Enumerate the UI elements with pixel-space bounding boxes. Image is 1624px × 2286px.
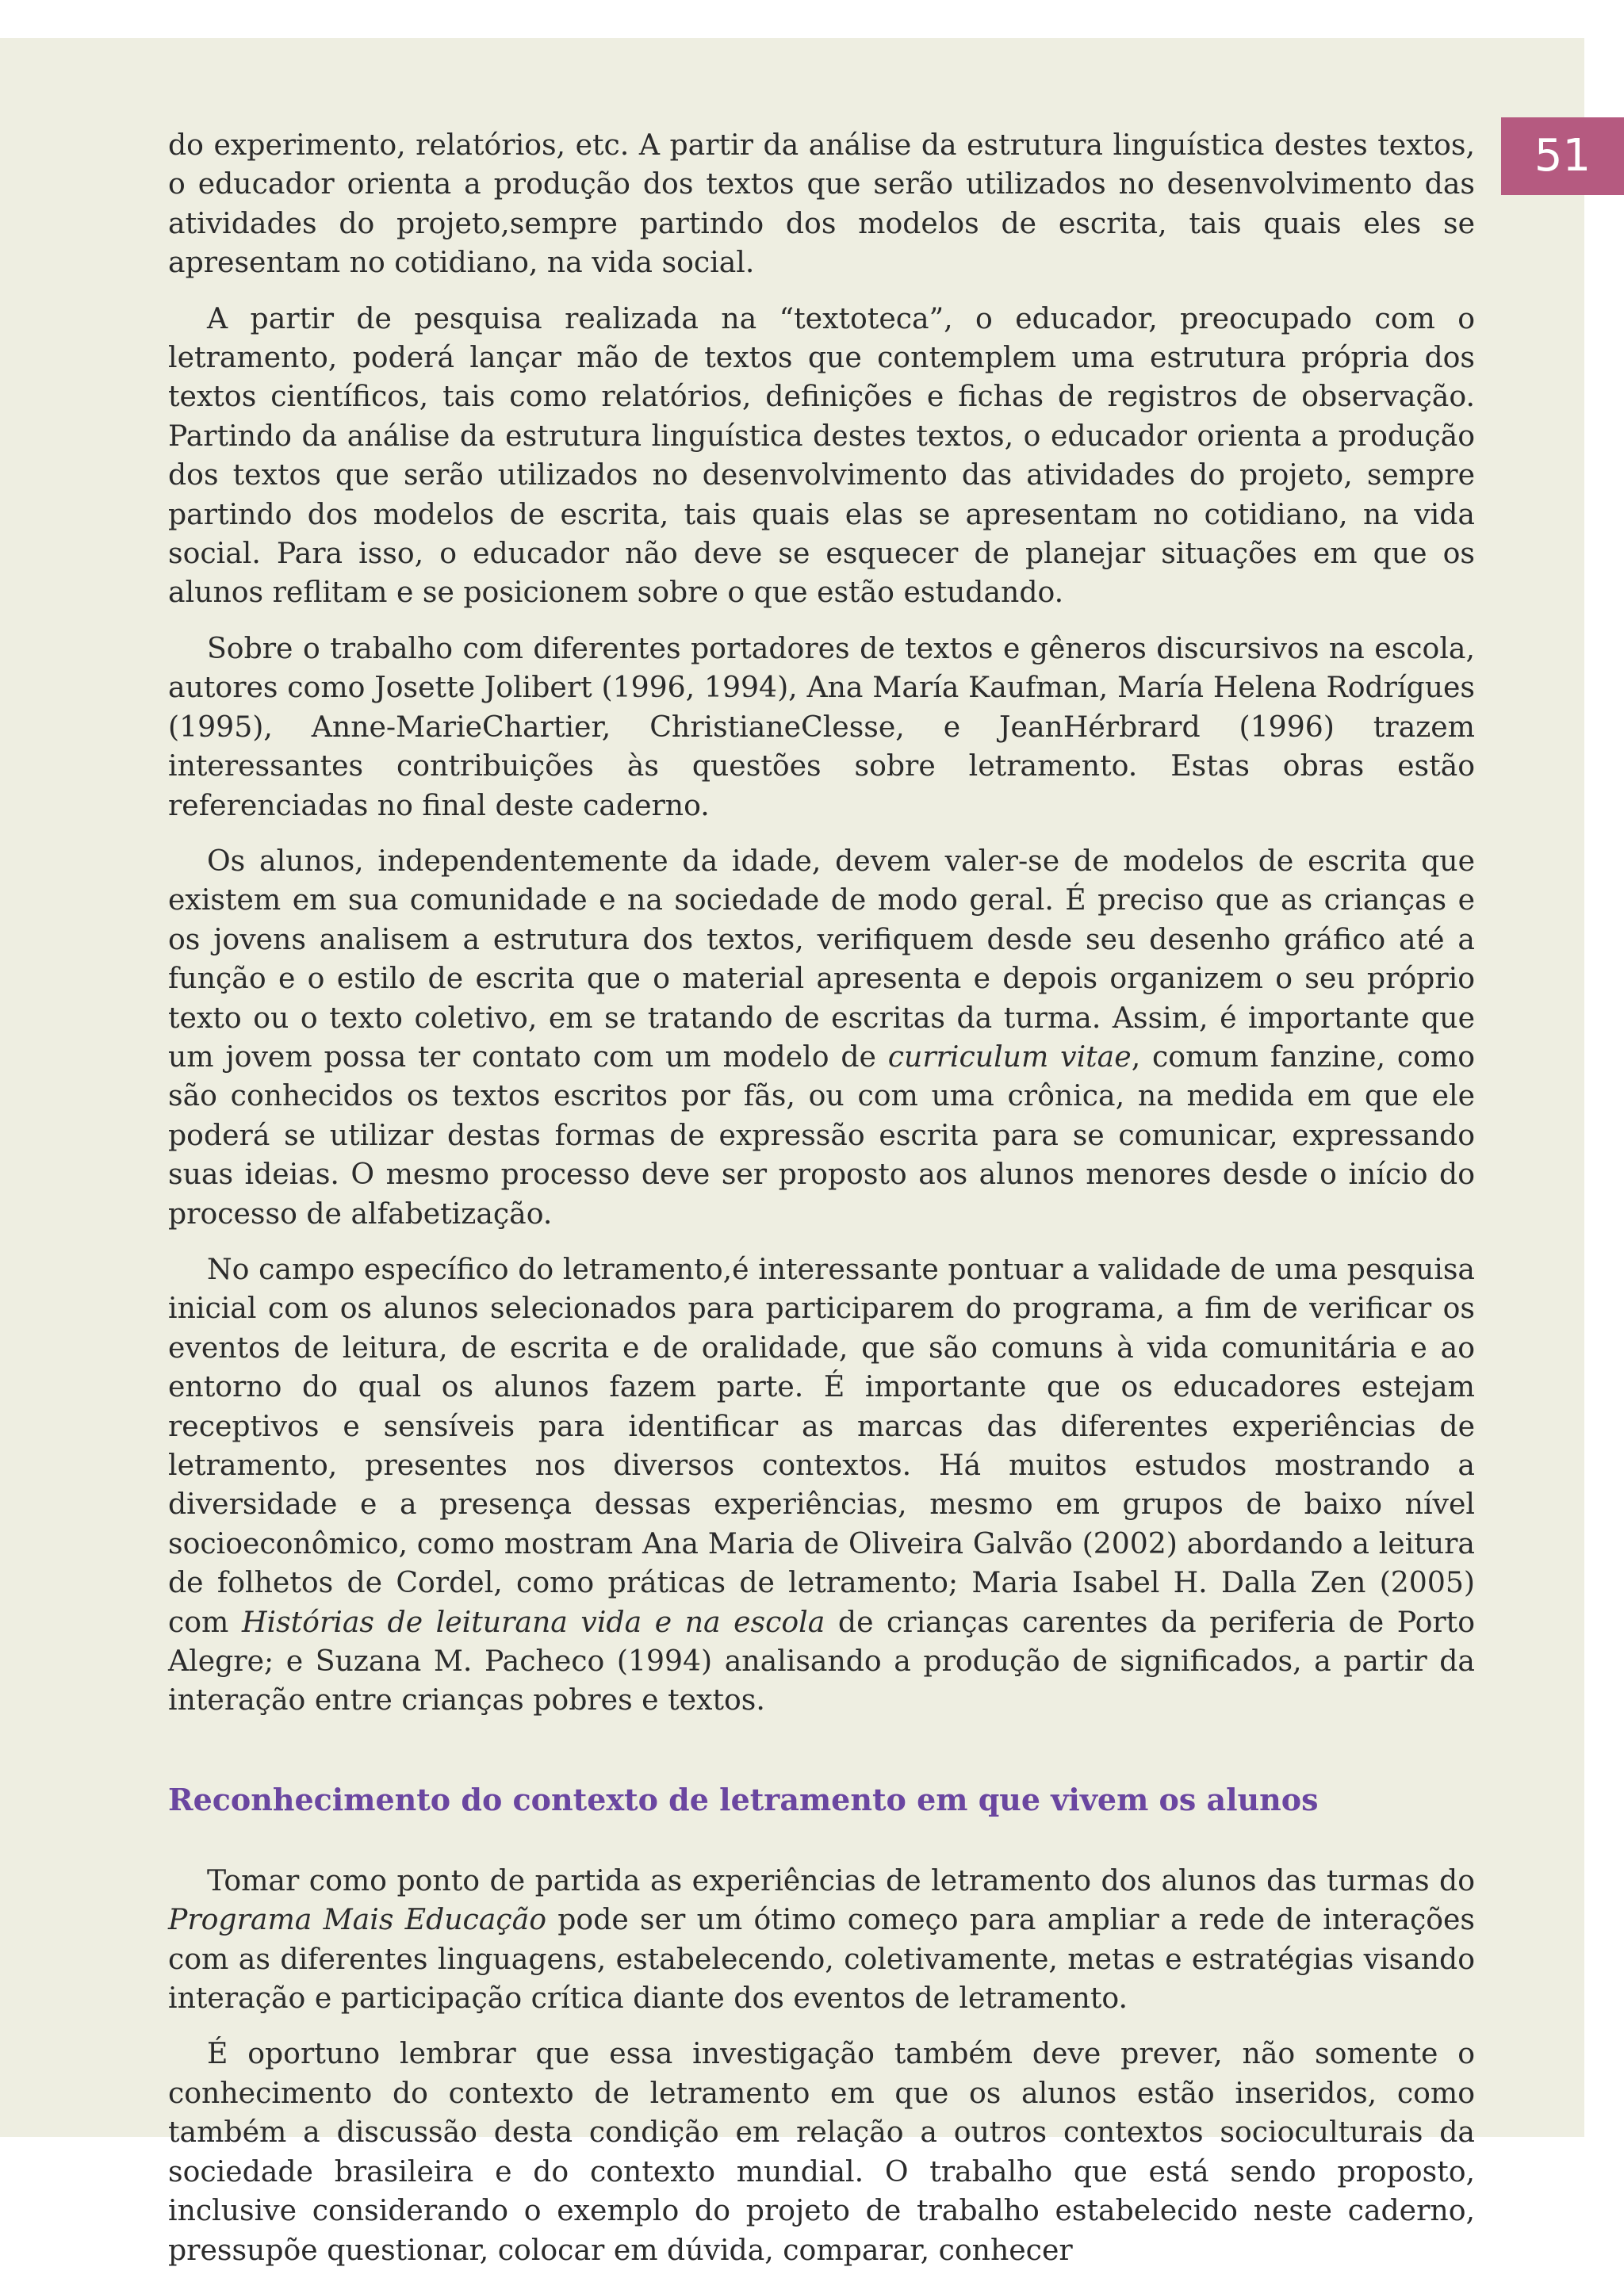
paragraph-5-italic: Histórias de leiturana vida e na escola xyxy=(241,1604,825,1639)
paragraph-3: Sobre o trabalho com diferentes portadores de textos e gêneros discursivos na escola, autores como Josette Jolibert (1996, 1994), Ana María Kaufman, María Helena Rodrígues (1995), Anne-MarieChartier, ChristianeClesse, e JeanHérbrard (1996) trazem interessantes contribuições às questões sobre letramento. Estas obras estão referenciadas no final deste caderno. xyxy=(168,630,1475,822)
paragraph-4-text-a: Os alunos, independentemente da idade, devem valer-se de modelos de escrita que existem em sua comunidade e na sociedade de modo geral. É preciso que as crianças e os jovens analisem a estrutura dos textos, verifiquem desde seu desenho gráfico até a função e o estilo de escrita que o material apresenta e depois organizem o seu próprio texto ou o texto coletivo, em se tratando de escritas da turma. Assim, é importante que um jovem possa ter contato com um modelo de xyxy=(168,843,1475,1074)
section-heading: Reconhecimento do contexto de letramento em que vivem os alunos xyxy=(168,1781,1319,1817)
paragraph-7: É oportuno lembrar que essa investigação também deve prever, não somente o conhecimento do contexto de letramento em que os alunos estão inseridos, como também a discussão desta condição em relação a outros contextos socioculturais da sociedade brasileira e do contexto mundial. O trabalho que está sendo proposto, inclusive considerando o exemplo do projeto de trabalho estabelecido neste caderno, pressupõe questionar, colocar em dúvida, comparar, conhecer xyxy=(168,2036,1475,2267)
paragraph-5-text-b: de crianças carentes da periferia de Porto Alegre; e Suzana M. Pacheco (1994) analisando a produção de significados, a partir da interação entre crianças pobres e textos. xyxy=(168,1604,1475,1717)
paragraph-4-text-b: , comum fanzine, como são conhecidos os textos escritos por fãs, ou com uma crônica, na medida em que ele poderá se utilizar destas formas de expressão escrita para se comunicar, expressando suas ideias. O mesmo processo deve ser proposto aos alunos menores desde o início do processo de alfabetização. xyxy=(168,1039,1476,1231)
paragraph-6-text-b: pode ser um ótimo começo para ampliar a rede de interações com as diferentes linguagens, estabelecendo, coletivamente, metas e estratégias visando interação e participação crítica diante dos eventos de letramento. xyxy=(168,1902,1476,2016)
paragraph-6 xyxy=(168,1861,1475,2018)
paragraph-5-text-a: No campo específico do letramento,é interessante pontuar a validade de uma pesquisa inicial com os alunos selecionados para participarem do programa, a fim de verificar os eventos de leitura, de escrita e de oralidade, que são comuns à vida comunitária e ao entorno do qual os alunos fazem parte. É importante que os educadores estejam receptivos e sensíveis para identificar as marcas das diferentes experiências de letramento, presentes nos diversos contextos. Há muitos estudos mostrando a diversidade e a presença dessas experiências, mesmo em grupos de baixo nível socioeconômico, como mostram Ana Maria de Oliveira Galvão (2002) abordando a leitura de folhetos de Cordel, como práticas de letramento; Maria Isabel H. Dalla Zen (2005) com xyxy=(168,1251,1475,1639)
paragraph-4 xyxy=(168,841,1475,1233)
document-body xyxy=(168,125,1475,2286)
paragraph-5 xyxy=(168,1250,1475,1720)
paragraph-1: do experimento, relatórios, etc. A partir da análise da estrutura linguística destes textos, o educador orienta a produção dos textos que serão utilizados no desenvolvimento das atividades do projeto,sempre partindo dos modelos de escrita, tais quais eles se apresentam no cotidiano, na vida social. xyxy=(168,128,1475,280)
paragraph-2: A partir de pesquisa realizada na “textoteca”, o educador, preocupado com o letramento, poderá lançar mão de textos que contemplem uma estrutura própria dos textos científicos, tais como relatórios, definições e fichas de registros de observação. Partindo da análise da estrutura linguística destes textos, o educador orienta a produção dos textos que serão utilizados no desenvolvimento das atividades do projeto, sempre partindo dos modelos de escrita, tais quais elas se apresentam no cotidiano, na vida social. Para isso, o educador não deve se esquecer de planejar situações em que os alunos reflitam e se posicionem sobre o que estão estudando. xyxy=(168,301,1475,610)
paragraph-6-text-a: Tomar como ponto de partida as experiências de letramento dos alunos das turmas do xyxy=(207,1863,1475,1897)
paragraph-4-italic: curriculum vitae xyxy=(887,1039,1132,1074)
page-number-badge: 51 xyxy=(1501,117,1624,195)
paragraph-6-italic: Programa Mais Educação xyxy=(168,1902,547,1937)
